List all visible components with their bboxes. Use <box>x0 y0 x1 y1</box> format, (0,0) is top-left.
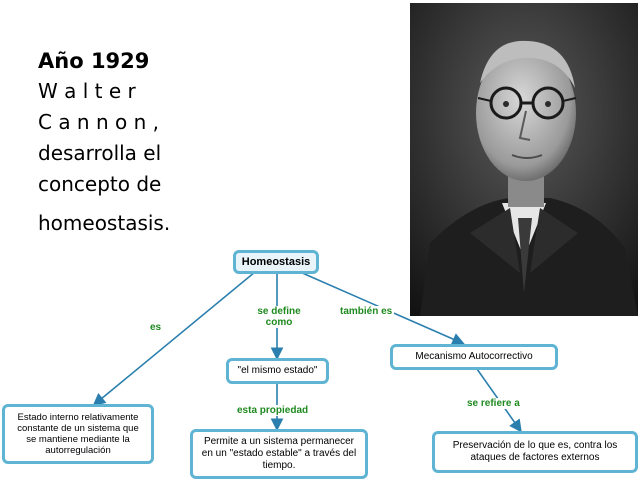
node-permite: Permite a un sistema permanecer en un "estado estable" a través del tiempo. <box>190 429 368 479</box>
node-preservacion: Preservación de lo que es, contra los ataques de factores externos <box>432 431 638 473</box>
description-line-3: desarrolla el <box>38 141 162 165</box>
connector-root-to-estado-interno <box>95 272 255 404</box>
description-line-1: W a l t e r <box>38 79 136 103</box>
link-label-se-refiere-a: se refiere a <box>467 398 520 409</box>
node-homeostasis: Homeostasis <box>233 250 319 274</box>
link-label-se-define-como: se define como <box>252 306 306 328</box>
description-line-2: C a n n o n , <box>38 110 159 134</box>
node-estado-interno: Estado interno relativamente constante de un sistema que se mantiene mediante la autorregulación <box>2 404 154 464</box>
node-mismo-estado: "el mismo estado" <box>226 358 329 384</box>
link-label-tambien-es: también es <box>340 306 393 317</box>
link-label-es: es <box>150 322 162 333</box>
node-mecanismo-autocorrectivo: Mecanismo Autocorrectivo <box>390 344 558 370</box>
description-line-4: concepto de <box>38 172 162 196</box>
year-title: Año 1929 <box>38 49 150 73</box>
description-line-5: homeostasis. <box>38 211 171 235</box>
link-label-esta-propiedad: esta propiedad <box>237 405 309 416</box>
